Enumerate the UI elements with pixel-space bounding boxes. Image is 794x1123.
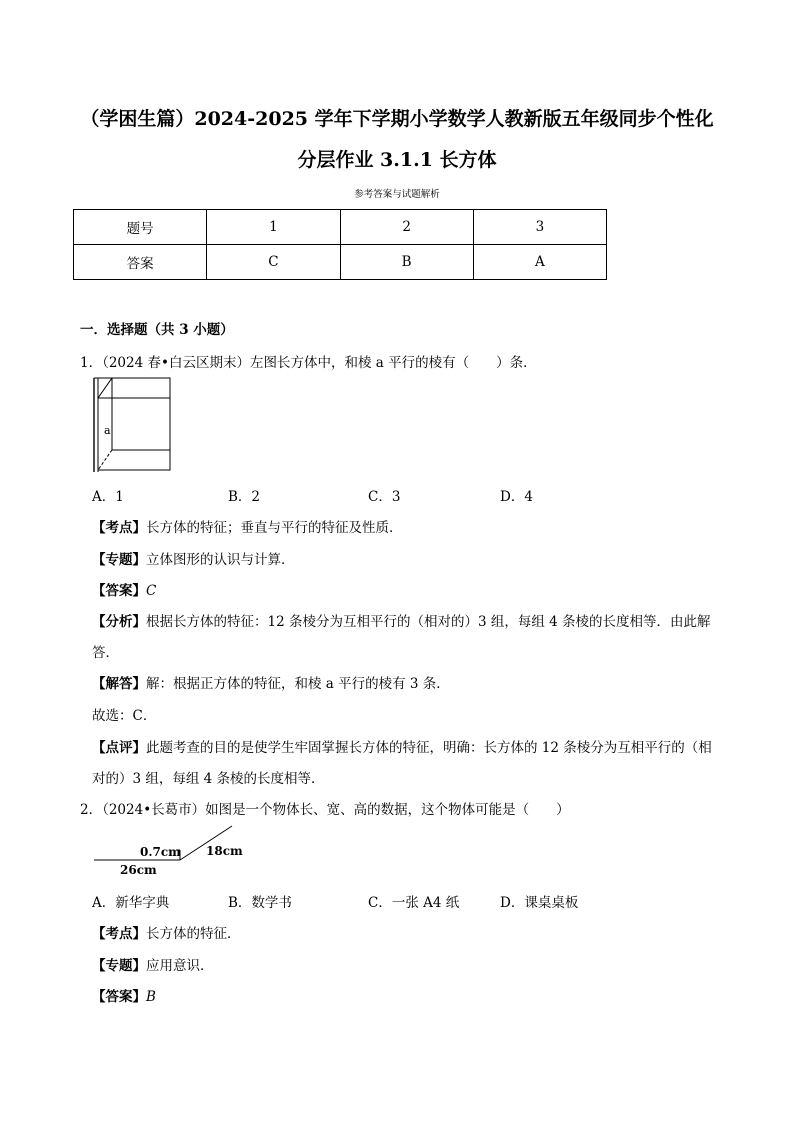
answer-table-header-row <box>74 210 607 245</box>
answer-value: C <box>146 583 157 599</box>
table-cell: C <box>207 245 340 280</box>
q2-option-b: B．数学书 <box>228 895 292 911</box>
table-cell: 题号 <box>74 210 207 245</box>
length-label: 26cm <box>120 863 157 877</box>
q1-zhuanti <box>92 548 295 568</box>
answer-table-answer-row <box>74 245 607 280</box>
q2-option-c: C．一张 A4 纸 <box>368 895 460 911</box>
q2-option-a: A．新华字典 <box>92 895 170 911</box>
section-heading: 一．选择题（共 3 小题） <box>80 322 234 338</box>
figure-edge-label-a: a <box>104 424 111 437</box>
kaodian-tag: 【考点】 <box>92 926 146 942</box>
q1-answer <box>92 579 156 599</box>
answer-table <box>73 209 607 280</box>
q2-option-d: D．课桌桌板 <box>500 895 579 911</box>
q1-kaodian <box>92 516 403 536</box>
question-1-stem: 1．（2024 春•白云区期末）左图长方体中，和棱 a 平行的棱有（ ）条． <box>80 355 537 371</box>
q1-jieda <box>92 672 450 692</box>
q2-answer <box>92 985 156 1005</box>
q1-option-b: B．2 <box>228 489 261 505</box>
zhuanti-tag: 【专题】 <box>92 552 146 568</box>
jieda-text: 解：根据正方体的特征，和棱 a 平行的棱有 3 条． <box>146 676 450 692</box>
zhuanti-text: 应用意识． <box>146 958 214 974</box>
fenxi-tag: 【分析】 <box>92 614 146 630</box>
kaodian-text: 长方体的特征． <box>146 926 241 942</box>
q2-kaodian <box>92 922 241 942</box>
dianping-tag: 【点评】 <box>92 740 146 756</box>
q1-dianping-line-1 <box>92 736 712 756</box>
zhuanti-text: 立体图形的认识与计算． <box>146 552 295 568</box>
answer-tag: 【答案】 <box>92 989 146 1005</box>
q1-guxuan: 故选：C． <box>92 708 157 724</box>
zhuanti-tag: 【专题】 <box>92 958 146 974</box>
height-label: 0.7cm <box>140 845 181 859</box>
question-2-stem: 2．（2024•长葛市）如图是一个物体长、宽、高的数据，这个物体可能是（ ） <box>80 802 570 818</box>
table-cell: 3 <box>473 210 606 245</box>
table-cell: 2 <box>340 210 473 245</box>
table-cell: B <box>340 245 473 280</box>
table-cell: A <box>473 245 606 280</box>
q2-zhuanti <box>92 954 214 974</box>
q1-option-a: A．1 <box>92 489 124 505</box>
jieda-tag: 【解答】 <box>92 676 146 692</box>
q1-fenxi-line-2: 答． <box>92 645 119 661</box>
width-label: 18cm <box>206 844 243 858</box>
q1-option-c: C．3 <box>368 489 401 505</box>
kaodian-tag: 【考点】 <box>92 520 146 536</box>
dianping-text: 此题考查的目的是使学生牢固掌握长方体的特征，明确：长方体的 12 条棱分为互相平行的（相 <box>146 740 712 756</box>
answer-tag: 【答案】 <box>92 583 146 599</box>
document-subtitle: 参考答案与试题解析 <box>354 189 440 200</box>
document-title-line-1: （学困生篇）2024-2025 学年下学期小学数学人教新版五年级同步个性化 <box>80 108 714 130</box>
kaodian-text: 长方体的特征；垂直与平行的特征及性质． <box>146 520 403 536</box>
answer-value: B <box>146 989 156 1005</box>
q1-dianping-line-2: 对的）3 组，每组 4 条棱的长度相等． <box>92 771 325 787</box>
table-cell: 1 <box>207 210 340 245</box>
fenxi-text: 根据长方体的特征：12 条棱分为互相平行的（相对的）3 组，每组 4 条棱的长度相等．由此解 <box>146 614 711 630</box>
q1-option-d: D．4 <box>500 489 533 505</box>
document-title-line-2: 分层作业 3.1.1 长方体 <box>297 149 497 171</box>
q1-fenxi-line-1 <box>92 610 711 630</box>
table-cell: 答案 <box>74 245 207 280</box>
